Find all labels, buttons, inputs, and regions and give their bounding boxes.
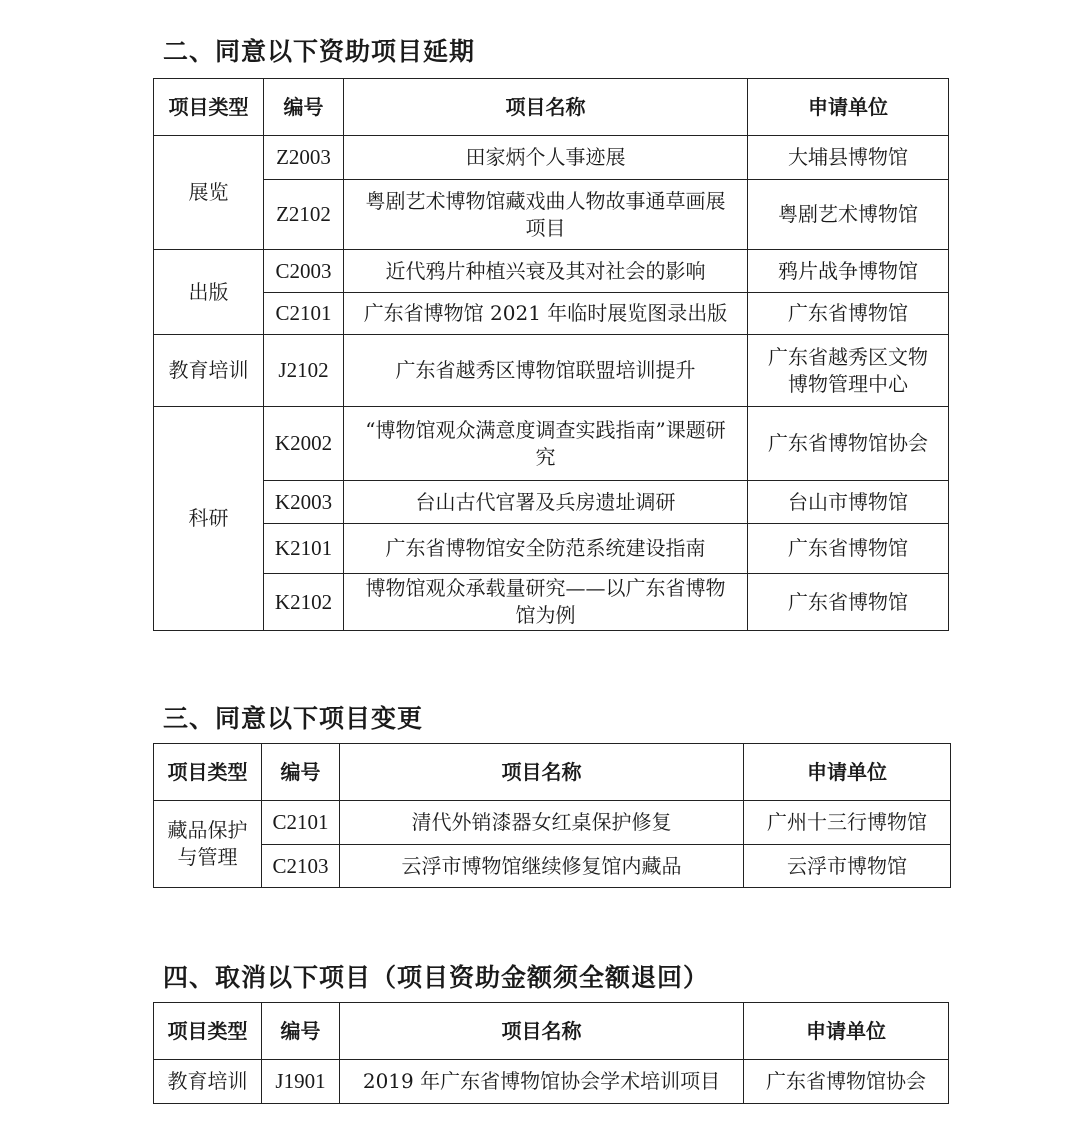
section-2-title: 二、同意以下资助项目延期	[163, 37, 476, 66]
type-cell: 教育培训	[154, 335, 264, 407]
name-cell: 广东省博物馆安全防范系统建设指南	[344, 524, 748, 574]
header-unit: 申请单位	[744, 1003, 949, 1060]
code-cell: C2101	[262, 801, 340, 845]
unit-cell: 大埔县博物馆	[748, 136, 949, 180]
name-cell: 粤剧艺术博物馆藏戏曲人物故事通草画展项目	[344, 180, 748, 250]
name-cell: 清代外销漆器女红桌保护修复	[340, 801, 744, 845]
unit-cell: 广东省越秀区文物博物管理中心	[748, 335, 949, 407]
name-cell: 台山古代官署及兵房遗址调研	[344, 481, 748, 524]
table-row	[154, 524, 949, 574]
cancel-table	[153, 1002, 949, 1104]
table-row	[154, 1060, 949, 1104]
header-type: 项目类型	[154, 744, 262, 801]
section-3-title: 三、同意以下项目变更	[163, 704, 424, 733]
type-cell: 展览	[154, 136, 264, 250]
header-unit: 申请单位	[748, 79, 949, 136]
unit-cell: 台山市博物馆	[748, 481, 949, 524]
section-4-title: 四、取消以下项目（项目资助金额须全额退回）	[163, 963, 710, 992]
unit-cell: 广东省博物馆协会	[744, 1060, 949, 1104]
header-name: 项目名称	[340, 744, 744, 801]
unit-cell: 鸦片战争博物馆	[748, 250, 949, 293]
header-name: 项目名称	[344, 79, 748, 136]
unit-cell: 云浮市博物馆	[744, 845, 951, 888]
table-row	[154, 293, 949, 335]
unit-cell: 广东省博物馆协会	[748, 407, 949, 481]
table-row	[154, 574, 949, 631]
name-cell: 2019 年广东省博物馆协会学术培训项目	[340, 1060, 744, 1104]
code-cell: J2102	[264, 335, 344, 407]
header-name: 项目名称	[340, 1003, 744, 1060]
table-row	[154, 481, 949, 524]
code-cell: K2002	[264, 407, 344, 481]
unit-cell: 广东省博物馆	[748, 293, 949, 335]
table-row	[154, 180, 949, 250]
table-row	[154, 335, 949, 407]
table-row	[154, 250, 949, 293]
unit-cell: 广东省博物馆	[748, 574, 949, 631]
header-unit: 申请单位	[744, 744, 951, 801]
header-type: 项目类型	[154, 1003, 262, 1060]
code-cell: C2103	[262, 845, 340, 888]
code-cell: Z2003	[264, 136, 344, 180]
code-cell: C2101	[264, 293, 344, 335]
code-cell: K2102	[264, 574, 344, 631]
code-cell: Z2102	[264, 180, 344, 250]
header-type: 项目类型	[154, 79, 264, 136]
header-code: 编号	[262, 744, 340, 801]
code-cell: C2003	[264, 250, 344, 293]
name-cell: “博物馆观众满意度调查实践指南”课题研究	[344, 407, 748, 481]
unit-cell: 广州十三行博物馆	[744, 801, 951, 845]
table-row	[154, 845, 951, 888]
table-header-row	[154, 744, 951, 801]
table-header-row	[154, 79, 949, 136]
header-code: 编号	[264, 79, 344, 136]
name-cell: 近代鸦片种植兴衰及其对社会的影响	[344, 250, 748, 293]
table-row	[154, 801, 951, 845]
name-cell: 广东省越秀区博物馆联盟培训提升	[344, 335, 748, 407]
name-cell: 博物馆观众承载量研究——以广东省博物馆为例	[344, 574, 748, 631]
code-cell: K2003	[264, 481, 344, 524]
table-row	[154, 407, 949, 481]
unit-cell: 广东省博物馆	[748, 524, 949, 574]
type-cell: 出版	[154, 250, 264, 335]
header-code: 编号	[262, 1003, 340, 1060]
name-cell: 广东省博物馆 2021 年临时展览图录出版	[344, 293, 748, 335]
name-cell: 田家炳个人事迹展	[344, 136, 748, 180]
type-cell: 教育培训	[154, 1060, 262, 1104]
unit-cell: 粤剧艺术博物馆	[748, 180, 949, 250]
code-cell: K2101	[264, 524, 344, 574]
name-cell: 云浮市博物馆继续修复馆内藏品	[340, 845, 744, 888]
type-cell: 藏品保护与管理	[154, 801, 262, 888]
type-cell: 科研	[154, 407, 264, 631]
table-row	[154, 136, 949, 180]
change-table	[153, 743, 951, 888]
table-header-row	[154, 1003, 949, 1060]
code-cell: J1901	[262, 1060, 340, 1104]
extension-table	[153, 78, 949, 631]
